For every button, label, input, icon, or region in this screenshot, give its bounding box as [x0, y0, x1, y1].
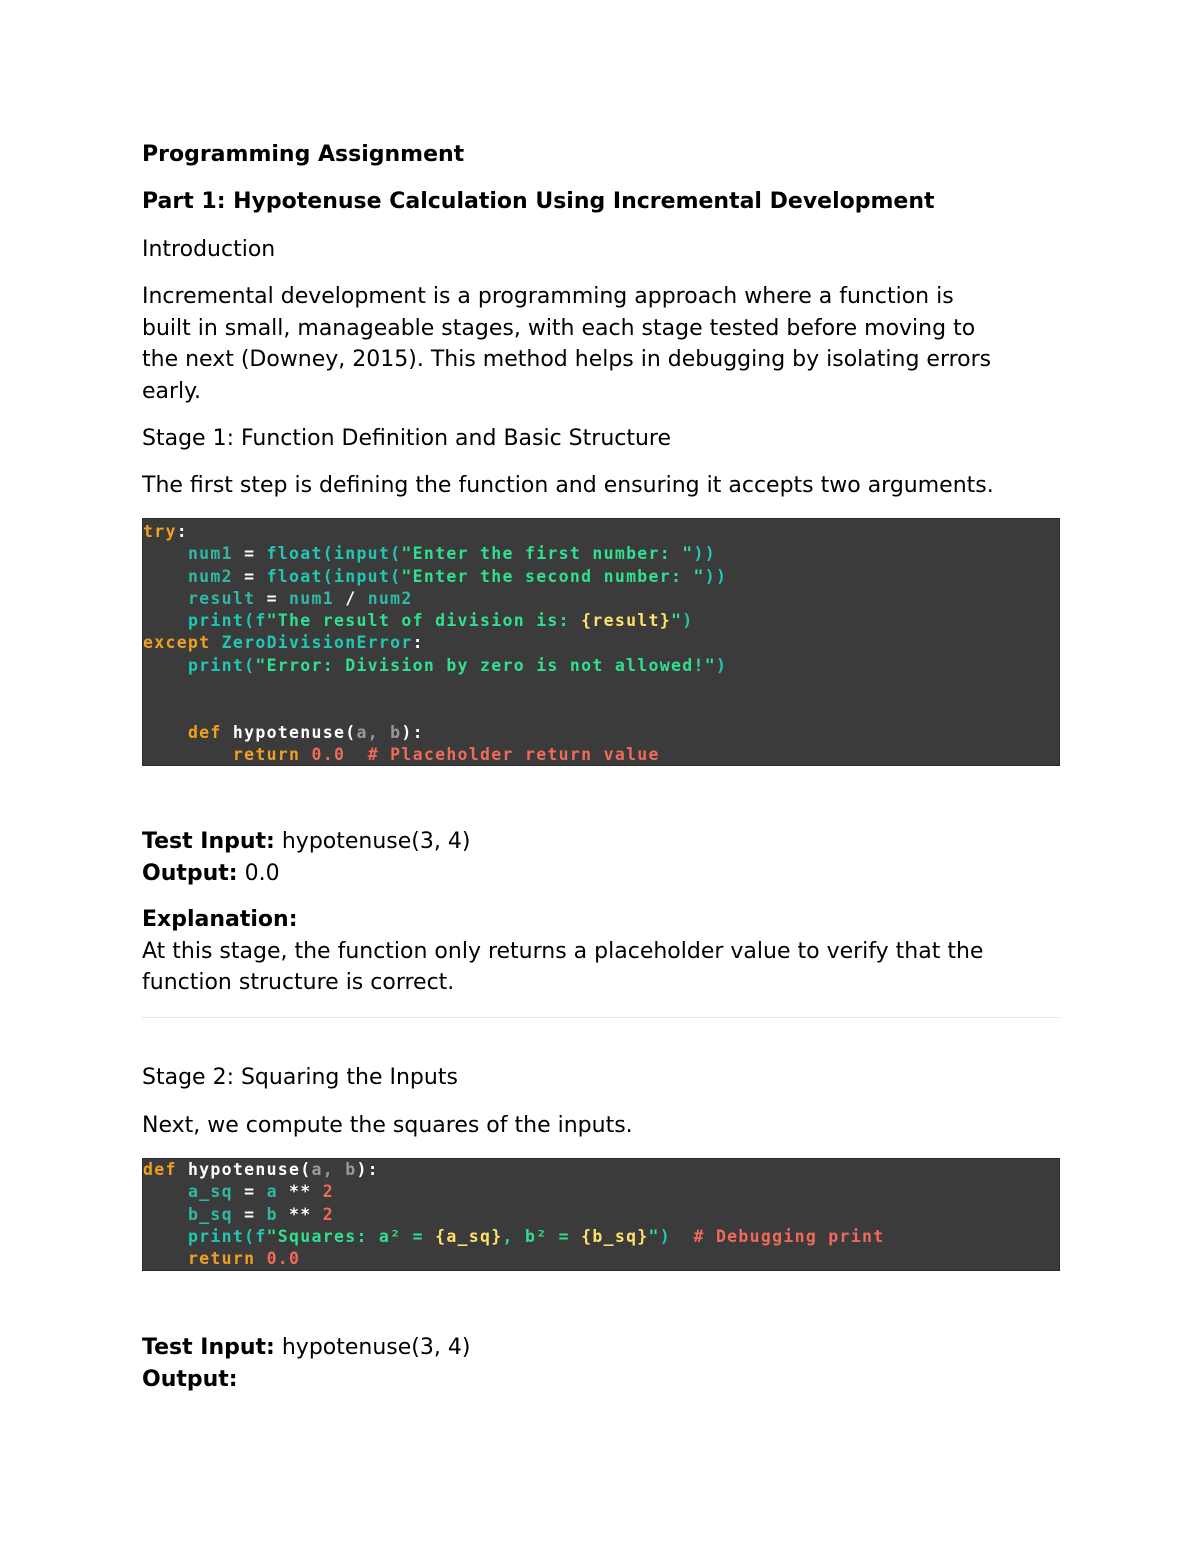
code-token	[143, 723, 188, 742]
output-value: 0.0	[237, 860, 280, 886]
code-token: print(f	[187, 611, 267, 631]
code-line	[143, 699, 1059, 721]
code-block-stage1	[142, 518, 1060, 766]
code-line	[143, 1159, 1059, 1181]
code-token: 2	[322, 1182, 334, 1202]
code-line	[143, 1248, 1059, 1270]
code-token: **	[277, 1204, 323, 1224]
intro-line: built in small, manageable stages, with each stage tested before moving to	[142, 315, 976, 341]
code-token: num2	[367, 588, 413, 608]
code-token: ))	[693, 544, 716, 564]
code-token: "Enter the first number: "	[401, 544, 694, 564]
code-line	[143, 632, 1059, 654]
code-token: # Debugging print	[693, 1226, 885, 1246]
code-token	[143, 1227, 188, 1246]
code-token: 2	[322, 1204, 334, 1224]
code-line	[143, 588, 1059, 610]
code-token: :	[412, 633, 424, 653]
code-token: "Error: Division by zero is not allowed!"	[255, 655, 716, 675]
code-token	[143, 567, 188, 586]
code-token: float(input(	[266, 544, 402, 564]
code-token: ))	[704, 566, 728, 586]
intro-line: the next (Downey, 2015). This method helps in debugging by isolating errors	[142, 347, 992, 372]
code-token: )	[682, 611, 694, 631]
code-line	[143, 566, 1059, 588]
stage1-description: The first step is defining the function and ensuring it accepts two arguments.	[142, 473, 994, 498]
code-token: print(	[187, 655, 256, 675]
code-token: =	[232, 544, 267, 564]
code-token: a, b	[311, 1160, 357, 1179]
test-input-row	[142, 1332, 470, 1364]
code-token: =	[232, 1182, 267, 1202]
code-token: 0.0	[266, 1249, 301, 1269]
code-token: return	[187, 1249, 256, 1269]
code-token: num1	[289, 588, 334, 608]
code-token: def	[143, 1160, 177, 1179]
code-token: =	[255, 588, 290, 608]
code-token: num1	[187, 544, 233, 564]
code-line	[143, 744, 1059, 766]
code-token: (	[300, 1160, 312, 1179]
stage2-description: Next, we compute the squares of the inputs.	[142, 1113, 633, 1138]
code-token: try	[143, 522, 177, 541]
code-token: print(f	[187, 1226, 267, 1246]
code-token: a, b	[356, 722, 402, 742]
intro-line: Incremental development is a programming approach where a function is	[142, 284, 954, 309]
code-token: # Placeholder return value	[367, 744, 660, 764]
code-token: hypotenuse	[232, 722, 346, 742]
code-token: :	[176, 522, 188, 541]
test-input-value: hypotenuse(3, 4)	[274, 829, 471, 854]
code-token: "Squares: a² =	[266, 1226, 436, 1246]
code-token: {b_sq}	[581, 1226, 649, 1246]
stage2-test	[142, 1332, 470, 1395]
code-line	[143, 610, 1059, 632]
code-token: 0.0	[311, 744, 346, 764]
code-token: **	[277, 1182, 323, 1202]
code-line	[143, 543, 1059, 565]
document-title: Programming Assignment	[142, 142, 465, 167]
code-line	[143, 722, 1059, 744]
code-token	[143, 611, 188, 630]
code-token: "	[671, 611, 683, 631]
code-token: except	[143, 633, 211, 653]
stage1-heading: Stage 1: Function Definition and Basic Structure	[142, 426, 672, 451]
output-label: Output:	[142, 860, 238, 886]
code-token: b_sq	[187, 1204, 233, 1224]
section-divider	[142, 1017, 1060, 1018]
code-token	[143, 656, 188, 675]
explanation-line: At this stage, the function only returns a placeholder value to verify that the	[142, 938, 984, 964]
code-token: float(input(	[266, 566, 402, 586]
intro-paragraph	[142, 281, 991, 407]
code-token: b	[266, 1204, 278, 1224]
code-token: =	[232, 1204, 267, 1224]
stage2-heading: Stage 2: Squaring the Inputs	[142, 1065, 458, 1090]
code-line	[143, 1226, 1059, 1248]
code-token: hypotenuse	[187, 1160, 301, 1179]
code-token: (	[345, 722, 357, 742]
output-row	[142, 858, 470, 890]
code-token: {a_sq}	[435, 1226, 503, 1246]
code-line	[143, 1204, 1059, 1226]
intro-heading: Introduction	[142, 237, 276, 262]
code-block-stage2	[142, 1158, 1060, 1271]
code-token	[143, 589, 188, 608]
code-token: )	[715, 655, 728, 675]
code-token: "The result of division is:	[266, 611, 582, 631]
code-token	[188, 745, 233, 764]
test-input-row	[142, 826, 470, 858]
code-token	[143, 745, 188, 764]
stage1-explanation	[142, 904, 983, 999]
code-token	[143, 1182, 188, 1201]
code-line	[143, 677, 1059, 699]
code-token: result	[187, 588, 256, 608]
code-token: /	[333, 588, 368, 608]
code-line	[143, 655, 1059, 677]
code-token: ):	[356, 1160, 379, 1179]
code-token: "Enter the second number: "	[401, 566, 705, 586]
test-input-value: hypotenuse(3, 4)	[274, 1335, 471, 1360]
output-label: Output:	[142, 1366, 238, 1392]
code-token: ):	[401, 722, 424, 742]
code-token: )	[659, 1226, 672, 1246]
code-token: ZeroDivisionError	[221, 633, 413, 653]
code-token: a_sq	[187, 1182, 233, 1202]
code-token: "	[648, 1226, 660, 1246]
code-token	[143, 1249, 188, 1268]
code-token	[143, 544, 188, 563]
intro-line: early.	[142, 378, 202, 404]
explanation-label: Explanation:	[142, 907, 298, 932]
code-token: num2	[187, 566, 233, 586]
code-token: =	[232, 566, 267, 586]
part-title: Part 1: Hypotenuse Calculation Using Incremental Development	[142, 189, 935, 214]
test-input-label: Test Input:	[142, 829, 275, 854]
code-token	[143, 1205, 188, 1224]
code-token: return	[232, 744, 301, 764]
test-input-label: Test Input:	[142, 1335, 275, 1360]
output-row	[142, 1364, 470, 1396]
stage1-test	[142, 826, 470, 889]
code-token: a	[266, 1182, 278, 1202]
code-token: , b² =	[502, 1226, 582, 1246]
code-token: {result}	[581, 611, 672, 631]
code-line	[143, 521, 1059, 543]
code-line	[143, 1181, 1059, 1203]
code-token: def	[187, 722, 222, 742]
explanation-line: function structure is correct.	[142, 970, 455, 995]
